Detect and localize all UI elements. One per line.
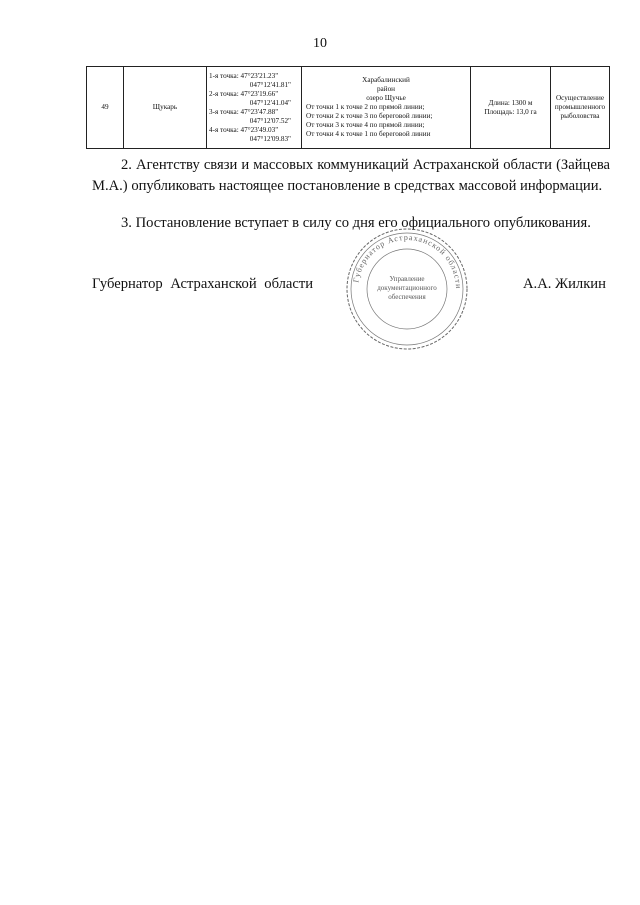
- coordinate-line: 047°12'07.52": [249, 116, 291, 125]
- coordinate-line: 4-я точка: 47°23'49.03": [209, 125, 279, 134]
- district-line: Харабалинский: [362, 76, 410, 84]
- table-row: [87, 67, 610, 149]
- coordinate-line: 047°12'41.04": [249, 98, 291, 107]
- boundary-segment: От точки 1 к точке 2 по прямой линии;: [306, 103, 425, 111]
- plots-table: [86, 66, 610, 149]
- stamp-center-line: обеспечения: [388, 293, 426, 301]
- signatory-name: А.А. Жилкин: [523, 276, 606, 292]
- purpose-cell: [551, 67, 610, 149]
- coordinates-cell: [207, 67, 302, 149]
- stamp-center-line: документационного: [377, 284, 437, 292]
- coordinate-line: 047°12'09.83": [249, 134, 291, 143]
- signatory-title: Губернатор Астраханской области: [92, 276, 314, 292]
- row-number-cell: 49: [87, 67, 124, 149]
- location-cell: [302, 67, 471, 149]
- purpose-line: рыболовства: [560, 112, 600, 120]
- dimensions-cell: [471, 67, 551, 149]
- district-line: район: [376, 85, 396, 93]
- paragraph-3: 3. Постановление вступает в силу со дня его официального опубликования.: [121, 215, 591, 231]
- lake-name: озеро Щучье: [366, 94, 406, 102]
- official-stamp: [344, 226, 470, 352]
- stamp-center-line: Управление: [389, 275, 425, 283]
- boundary-segment: От точки 3 к точке 4 по прямой линии;: [306, 121, 425, 129]
- coordinate-line: 047°12'41.81": [249, 80, 291, 89]
- area-value: Площадь: 13,0 га: [484, 107, 537, 116]
- paragraph-2: 2. Агентству связи и массовых коммуникаций Астраханской области (Зайцева М.А.) опубликовать настоящее постановление в средствах массовой информации.: [92, 157, 610, 194]
- purpose-line: Осуществление: [555, 94, 605, 102]
- boundary-segment: От точки 4 к точке 1 по береговой линии: [306, 130, 431, 138]
- purpose-line: промышленного: [554, 103, 606, 111]
- stamp-ring-text: Губернатор Астраханской области: [351, 232, 464, 290]
- coordinate-line: 1-я точка: 47°23'21.23": [209, 71, 279, 80]
- boundary-segment: От точки 2 к точке 3 по береговой линии;: [306, 112, 433, 120]
- coordinate-line: 2-я точка: 47°23'19.66": [209, 89, 279, 98]
- length-value: Длина: 1300 м: [488, 98, 533, 107]
- plot-name-cell: Щукарь: [124, 67, 207, 149]
- page-number: 10: [313, 36, 327, 51]
- coordinate-line: 3-я точка: 47°23'47.88": [209, 107, 279, 116]
